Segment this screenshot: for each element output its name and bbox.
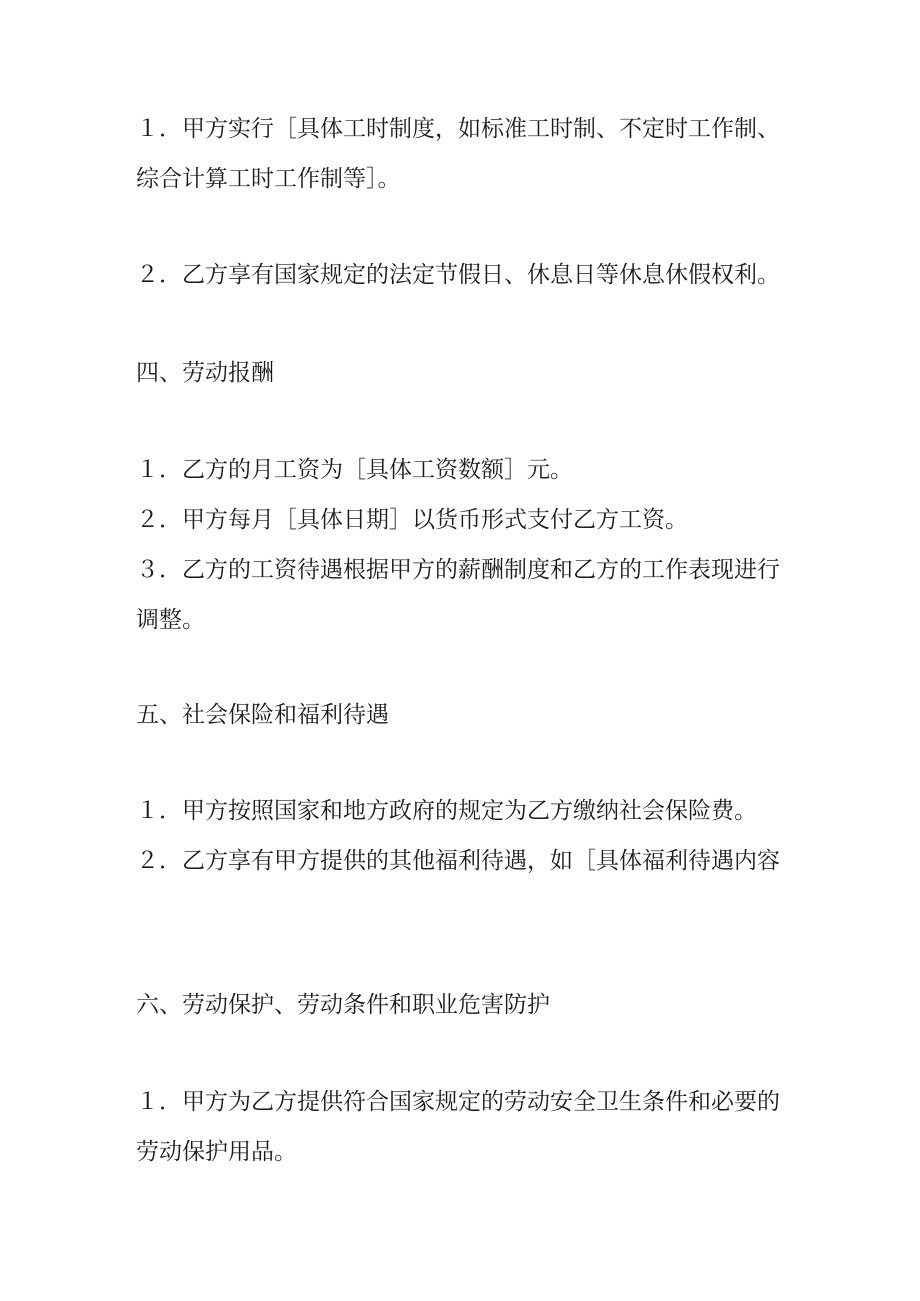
list-item: １．甲方为乙方提供符合国家规定的劳动安全卫生条件和必要的劳动保护用品。 (136, 1089, 780, 1165)
list-item: ２．甲方每月［具体日期］以货币形式支付乙方工资。 (136, 507, 688, 533)
section-heading-remuneration: 四、劳动报酬 (136, 360, 274, 386)
paragraph-working-hours: １．甲方实行［具体工时制度，如标准工时制、不定时工作制、综合计算工时工作制等］。 (136, 116, 780, 192)
section-heading-social-insurance: 五、社会保险和福利待遇 (136, 702, 389, 728)
list-item: ３．乙方的工资待遇根据甲方的薪酬制度和乙方的工作表现进行调整。 (136, 557, 780, 633)
section-heading-labor-protection: 六、劳动保护、劳动条件和职业危害防护 (136, 992, 550, 1018)
paragraph-holidays: ２．乙方享有国家规定的法定节假日、休息日等休息休假权利。 (136, 262, 780, 288)
list-item: １．甲方按照国家和地方政府的规定为乙方缴纳社会保险费。 (136, 798, 757, 824)
list-item: ２．乙方享有甲方提供的其他福利待遇，如［具体福利待遇内容 (136, 848, 780, 874)
list-item: １．乙方的月工资为［具体工资数额］元。 (136, 457, 573, 483)
